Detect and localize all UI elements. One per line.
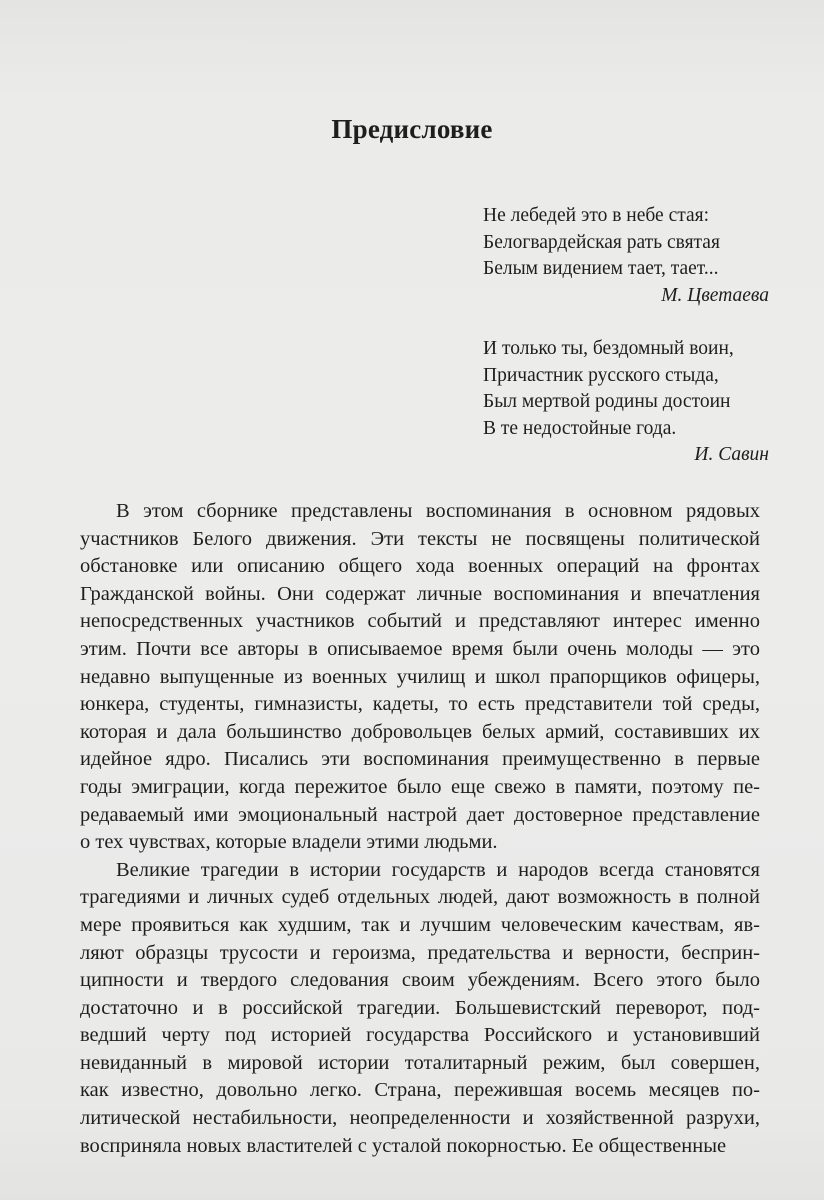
text-line: невиданный в мировой истории тоталитарный режим, был совершен, (80, 1051, 760, 1074)
text-line: о тех чувствах, которые владели этими людьми. (80, 831, 498, 854)
text-line: как известно, довольно легко. Страна, пережившая восемь месяцев по- (80, 1079, 760, 1102)
epigraph-line: И только ты, бездомный воин, (483, 338, 734, 359)
epigraph-line: Белогвардейская рать святая (483, 231, 720, 253)
epigraph-line: Был мертвой родины достоин (483, 391, 731, 412)
paragraph (80, 857, 760, 1161)
text-line: Гражданской войны. Они содержат личные воспоминания и впечатления (80, 582, 760, 605)
text-line: достаточно и в российской трагедии. Большевистский переворот, под- (80, 996, 760, 1019)
text-line: годы эмиграции, когда пережитое было еще свежо в памяти, поэтому пе- (80, 775, 760, 798)
text-line: этим. Почти все авторы в описываемое время были очень молоды — это (80, 637, 760, 660)
text-line: мере проявиться как худшим, так и лучшим человеческим качествам, яв- (80, 913, 760, 936)
text-line: ципности и твердого следования своим убеждениям. Всего этого было (80, 969, 760, 992)
text-line: литической нестабильности, неопределенности и хозяйственной разрухи, (80, 1107, 760, 1130)
epigraph-line: В те недостойные года. (483, 417, 677, 439)
text-line: восприняла новых властителей с усталой покорностью. Ее общественные (80, 1134, 727, 1157)
text-line: недавно выпущенные из военных училищ и школ прапорщиков офицеры, (80, 665, 760, 688)
page-title: Предисловие (331, 114, 493, 144)
epigraph-line: Белым видением тает, тает... (483, 258, 719, 279)
epigraph-savin (483, 336, 773, 469)
text-line: ляют образцы трусости и героизма, предательства и верности, бесприн- (80, 941, 760, 964)
text-line: обстановке или описанию общего хода военных операций на фронтах (80, 555, 760, 578)
epigraph-author: И. Савин (694, 444, 769, 465)
text-line: юнкера, студенты, гимназисты, кадеты, то есть представители той среды, (80, 693, 760, 716)
text-line: участников Белого движения. Эти тексты не посвящены политической (80, 527, 760, 550)
text-line: которая и дала большинство добровольцев белых армий, составивших их (80, 720, 760, 743)
text-line: Великие трагедии в истории государств и народов всегда становятся (116, 858, 760, 881)
text-line: непосредственных участников событий и представляют интерес именно (80, 610, 760, 633)
text-line: редаваемый ими эмоциональный настрой дает достоверное представление (80, 803, 760, 826)
paragraph (80, 498, 760, 857)
text-line: В этом сборнике представлены воспоминания в основном рядовых (116, 500, 760, 522)
epigraph-line: Причастник русского стыда, (483, 364, 719, 386)
text-line: ведший черту под историей государства Российского и установивший (80, 1024, 760, 1047)
body-text (80, 498, 760, 1160)
epigraph-line: Не лебедей это в небе стая: (483, 205, 710, 226)
epigraph-author: М. Цветаева (661, 284, 769, 306)
text-line: трагедиями и личных судеб отдельных людей, дают возможность в полной (80, 886, 760, 909)
text-line: идейное ядро. Писались эти воспоминания преимущественно в первые (80, 748, 760, 771)
epigraph-tsvetaeva (483, 203, 773, 309)
